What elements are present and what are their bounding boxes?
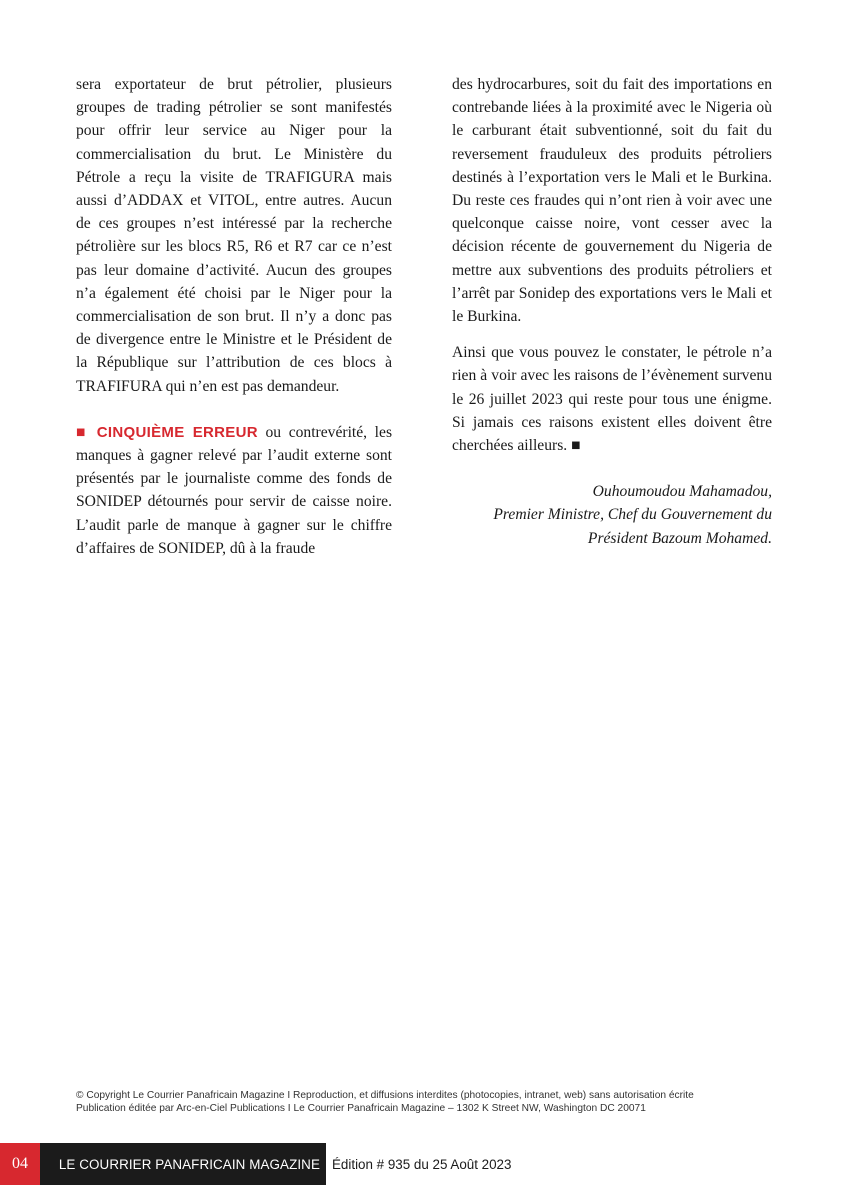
edition-info: Édition # 935 du 25 Août 2023	[332, 1156, 512, 1172]
paragraph-text: ou contrevérité, les manques à gagner relevé par l’audit externe sont présentés par le journaliste comme des fonds de SONIDEP détournés pour servir de caisse noire. L’audit parle de manque à gagner sur le chiffre d’affaires de SONIDEP, dû à la fraude	[76, 423, 393, 557]
article-column-left	[76, 73, 392, 560]
paragraph-cinquieme-erreur	[76, 421, 392, 560]
page-number: 04	[0, 1143, 40, 1185]
signature-name: Ouhoumoudou Mahamadou,	[592, 483, 772, 501]
paragraph-trading-groups: sera exportateur de brut pétrolier, plusieurs groupes de trading pétrolier se sont manifestés pour offrir leur service au Niger pour la commercialisation du brut. Le Ministère du Pétrole a reçu la visite de TRAFIGURA mais aussi d’ADDAX et VITOL, entre autres. Aucun de ces groupes n’est intéressé par la recherche pétrolière sur les blocs R5, R6 et R7 car ce n’est pas leur domaine d’activité. Aucun des groupes n’a également été choisi par le Niger pour la commercialisation de son brut. Il n’y a donc pas de divergence entre le Ministre et le Président de la République sur l’attribution de ces blocs à TRAFIFURA qui n’en est pas demandeur.	[76, 76, 392, 395]
magazine-name: LE COURRIER PANAFRICAIN MAGAZINE	[58, 1156, 320, 1172]
bullet-square: ■	[76, 423, 90, 441]
section-heading: CINQUIÈME ERREUR	[96, 423, 258, 441]
copyright-line-1: © Copyright Le Courrier Panafricain Magazine I Reproduction, et diffusions interdites (photocopies, intranet, web) sans autorisation écrite	[76, 1090, 694, 1101]
end-mark: ■	[571, 437, 581, 455]
signature-title-line1: Premier Ministre, Chef du Gouvernement du	[493, 506, 772, 524]
page-footer	[0, 1143, 848, 1185]
magazine-name-bar	[40, 1143, 326, 1185]
paragraph-conclusion	[452, 341, 772, 457]
article-column-right	[452, 73, 772, 550]
signature-block	[452, 480, 772, 550]
paragraph-hydrocarbures: des hydrocarbures, soit du fait des importations en contrebande liées à la proximité avec le Nigeria où le carburant était subventionné, soit du fait du reversement frauduleux des produits pétroliers destinés à l’exportation vers le Mali et le Burkina. Du reste ces fraudes qui n’ont rien à voir avec une quelconque caisse noire, vont cesser avec la décision récente de gouvernement du Nigeria de mettre aux subventions des produits pétroliers et l’arrêt par Sonidep des exportations vers le Mali et le Burkina.	[452, 76, 772, 326]
copyright-notice	[76, 1090, 776, 1115]
signature-title-line2: Président Bazoum Mohamed.	[587, 529, 772, 547]
paragraph-text: Ainsi que vous pouvez le constater, le pétrole n’a rien à voir avec les raisons de l’évènement survenu le 26 juillet 2023 qui reste pour tous une énigme. Si jamais ces raisons existent elles doivent être cherchées ailleurs.	[452, 344, 772, 455]
copyright-line-2: Publication éditée par Arc-en-Ciel Publications I Le Courrier Panafricain Magazine – 1302 K Street NW, Washington DC 20071	[76, 1102, 646, 1114]
